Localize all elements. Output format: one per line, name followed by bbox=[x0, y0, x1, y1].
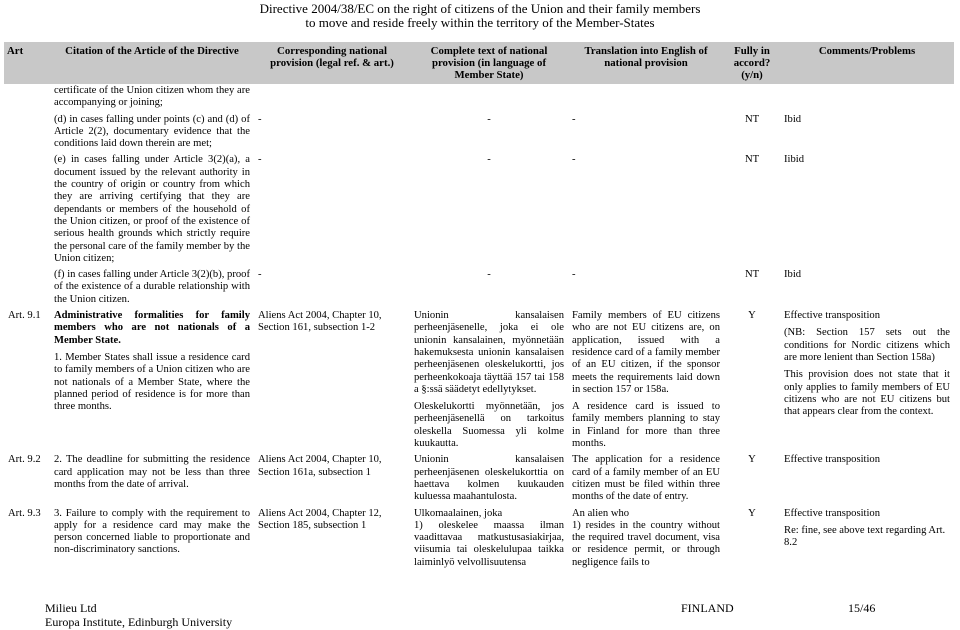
table-row bbox=[4, 113, 954, 154]
citation-cell: 2. The deadline for submitting the residence card application may not be less than three months from the date of arrival. bbox=[54, 454, 250, 490]
comments-cell: Effective transposition Re: fine, see above text regarding Art. 8.2 bbox=[784, 507, 946, 549]
table-row bbox=[4, 507, 954, 572]
national-text-cell: - bbox=[487, 113, 491, 125]
comments-cell bbox=[780, 84, 954, 113]
translation-cell: - bbox=[572, 154, 576, 166]
citation-cell: (d) in cases falling under points (c) and (d) of Article 2(2), documentary evidence that the conditions laid down therein are met; bbox=[54, 113, 250, 150]
header-national-ref: Corresponding national provision (legal ref. & art.) bbox=[254, 42, 410, 84]
page-footer bbox=[45, 601, 895, 629]
accord-cell bbox=[724, 84, 780, 113]
header-citation: Citation of the Article of the Directive bbox=[50, 42, 254, 84]
national-ref-cell: - bbox=[258, 269, 262, 281]
title-line-2: to move and reside freely within the territory of the Member-States bbox=[305, 15, 655, 30]
table-row bbox=[4, 309, 954, 453]
footer-org-2: Europa Institute, Edinburgh University bbox=[45, 615, 233, 629]
national-text-cell: Unionin kansalaisen perheenjäsenen oleskelukorttia on haettava kolmen kuukauden kuluessa maahantulosta. bbox=[414, 454, 564, 503]
national-ref-cell: - bbox=[258, 154, 262, 166]
art-cell bbox=[4, 268, 50, 309]
header-art: Art bbox=[4, 42, 50, 84]
accord-cell: Y bbox=[748, 454, 756, 466]
header-comments: Comments/Problems bbox=[780, 42, 954, 84]
citation-cell: Administrative formalities for family members who are not nationals of a Member State. 1. Member States shall issue a residence card to family members of a Union citizen who are not nationals of a Member State, where the planned period of residence is for more than three months. bbox=[54, 310, 250, 413]
citation-cell: 3. Failure to comply with the requirement to apply for a residence card may make the person concerned liable to proportionate and non-discriminatory sanctions. bbox=[54, 507, 250, 556]
translation-cell: - bbox=[572, 113, 576, 125]
art-cell: Art. 9.1 bbox=[8, 310, 41, 322]
title-line-1: Directive 2004/38/EC on the right of citizens of the Union and their family members bbox=[259, 1, 701, 16]
art-cell: Art. 9.3 bbox=[8, 507, 41, 519]
national-ref-cell: Aliens Act 2004, Chapter 12, Section 185, subsection 1 bbox=[258, 507, 382, 531]
translation-cell: An alien who 1) resides in the country without the required travel document, visa or residence permit, or through negligence fails to bbox=[572, 507, 720, 568]
national-text-cell: Ulkomaalainen, joka 1) oleskelee maassa ilman vaadittavaa matkustusasiakirjaa, viisumia tai oleskelulupaa taikka laiminlyö velvollisuutensa bbox=[414, 507, 564, 568]
citation-cell: certificate of the Union citizen whom they are accompanying or joining; bbox=[54, 85, 250, 109]
comments-cell: Ibid bbox=[784, 113, 802, 125]
accord-cell: Y bbox=[748, 310, 756, 322]
table-header-row bbox=[4, 42, 954, 84]
comments-cell: Effective transposition (NB: Section 157 sets out the conditions for Nordic citizens which are more lenient than Section 158a) This provision does not state that it only applies to family members of EU citizens who are not EU citizens but that appears clear from the context. bbox=[784, 310, 950, 418]
transposition-table bbox=[4, 42, 954, 572]
comments-cell: Iibid bbox=[784, 154, 805, 166]
footer-country: FINLAND bbox=[681, 601, 734, 615]
citation-cell: (e) in cases falling under Article 3(2)(a), a document issued by the relevant authority in the country of origin or country from which they are arriving certifying that they are dependants or members of the household of the Union citizen, or proof of the existence of serious health grounds which strictly require the personal care of the family member by the Union citizen; bbox=[54, 154, 250, 264]
comments-cell: Effective transposition bbox=[784, 454, 881, 466]
art-cell bbox=[4, 153, 50, 268]
national-ref-cell: Aliens Act 2004, Chapter 10, Section 161, subsection 1-2 bbox=[258, 310, 382, 334]
national-text-cell: - bbox=[487, 154, 491, 166]
header-accord: Fully in accord? (y/n) bbox=[724, 42, 780, 84]
footer-org-1: Milieu Ltd bbox=[45, 601, 97, 615]
art-cell bbox=[4, 113, 50, 154]
translation-cell bbox=[568, 84, 724, 113]
footer-page-number: 15/46 bbox=[848, 601, 876, 615]
translation-cell: The application for a residence card of a family member of an EU citizen must be filed within three months of the date of entry. bbox=[572, 454, 720, 503]
national-ref-cell bbox=[254, 84, 410, 113]
national-text-cell bbox=[410, 84, 568, 113]
citation-heading: Administrative formalities for family members who are not nationals of a Member State. bbox=[54, 310, 250, 346]
header-national-text: Complete text of national provision (in language of Member State) bbox=[410, 42, 568, 84]
citation-cell: (f) in cases falling under Article 3(2)(b), proof of the existence of a durable relationship with the Union citizen. bbox=[54, 269, 250, 305]
art-cell bbox=[4, 84, 50, 113]
accord-cell: NT bbox=[744, 269, 760, 281]
header-translation: Translation into English of national provision bbox=[568, 42, 724, 84]
table-row bbox=[4, 453, 954, 506]
accord-cell: NT bbox=[744, 113, 760, 125]
national-ref-cell: - bbox=[258, 113, 262, 125]
national-text-cell: - bbox=[487, 269, 491, 281]
table-row bbox=[4, 153, 954, 268]
table-row bbox=[4, 268, 954, 309]
comments-cell: Ibid bbox=[784, 269, 802, 281]
translation-cell: Family members of EU citizens who are not EU citizens are, on application, issued with a residence card of a family member of an EU citizen, if the sponsor meets the requirements laid down in section 157 or 158a. A residence card is issued to family members planning to stay in Finland for more than three months. bbox=[572, 310, 720, 450]
translation-cell: - bbox=[572, 269, 576, 281]
art-cell: Art. 9.2 bbox=[8, 454, 41, 466]
accord-cell: NT bbox=[744, 154, 760, 166]
document-title bbox=[0, 2, 960, 30]
national-ref-cell: Aliens Act 2004, Chapter 10, Section 161a, subsection 1 bbox=[258, 454, 382, 478]
national-text-cell: Unionin kansalaisen perheenjäsenelle, joka ei ole unionin kansalainen, myönnetään hakemuksesta unionin kansalaisen perheenjäsenen oleskelukortti, jos perheenkokoaja täyttää 157 tai 158 a §:ssä säädetyt edellytykset. Oleskelukortti myönnetään, jos perheenjäsenellä on tarkoitus oleskella Suomessa yli kolme kuukautta. bbox=[414, 310, 564, 450]
table-row bbox=[4, 84, 954, 113]
accord-cell: Y bbox=[748, 507, 756, 519]
